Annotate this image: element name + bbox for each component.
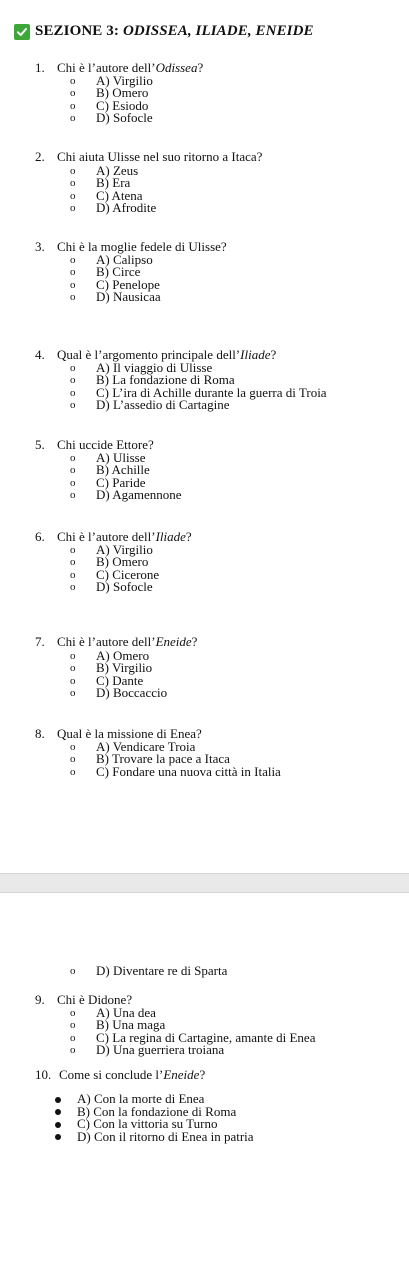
option-bullet: o [70,75,76,87]
option-text: B) Achille [96,462,150,478]
question-6-options [70,544,159,593]
question-text-end: ? [191,634,198,649]
option-text: B) La fondazione di Roma [96,372,235,388]
option-d [70,288,161,304]
section-header [14,23,314,40]
question-title-italic: Eneide [155,634,192,649]
option-bullet: o [70,374,76,387]
option-text: B) Omero [96,85,149,101]
question-text: Chi uccide Ettore? [57,437,154,452]
option-bullet: o [70,99,76,112]
option-text: A) Virgilio [96,542,153,557]
check-mark-icon [14,24,30,40]
option-text: D) Una guerriera troiana [96,1041,225,1057]
question-text-end: ? [197,60,204,75]
option-d [70,396,327,412]
option-text: D) Sofocle [96,578,153,594]
option-d [70,684,168,700]
option-text: C) Paride [96,474,146,490]
option-text: A) Zeus [96,163,139,178]
option-bullet: o [70,650,76,662]
question-title-italic: Iliade [240,347,271,362]
option-text: C) Dante [96,672,144,688]
option-text: B) Era [96,175,131,191]
option-bullet: o [70,765,76,778]
option-text: D) Afrodite [96,199,157,215]
question-10-options [55,1093,254,1143]
option-bullet: o [70,1031,76,1044]
check-mark-icon-svg [16,26,28,38]
document-page-2 [0,893,409,1273]
question-text: Qual è l’argomento principale dell’ [57,347,241,362]
option-bullet: o [70,753,76,766]
option-text: B) Omero [96,554,149,570]
option-text: A) Calipso [96,252,153,267]
option-bullet: o [70,662,76,675]
option-text: C) La regina di Cartagine, amante di Enea [96,1029,316,1045]
option-bullet: o [70,452,76,464]
filled-bullet-icon [55,1109,61,1115]
question-title-italic: Odissea [155,60,198,75]
option-bullet: o [70,1043,76,1056]
option-d [70,199,157,215]
filled-bullet-icon [55,1134,61,1140]
option-text: A) Omero [96,648,150,663]
option-bullet: o [70,278,76,291]
option-text: D) Sofocle [96,109,153,125]
question-text: Chi aiuta Ulisse nel suo ritorno a Itaca? [57,149,263,164]
option-bullet: o [70,201,76,214]
option-text: A) Vendicare Troia [96,739,196,754]
option-bullet: o [70,165,76,177]
option-bullet: o [70,362,76,374]
question-9-options [70,1007,315,1056]
option-text: C) Cicerone [96,566,160,582]
question-number: 10. [35,1067,52,1082]
page-break-divider [0,873,409,893]
question-number: 5. [35,437,45,452]
option-text: B) Virgilio [96,660,153,676]
option-text: A) Una dea [96,1005,156,1020]
question-title-italic: Eneide [163,1067,200,1082]
question-3-options [70,254,161,303]
option-text: C) Fondare una nuova città in Italia [96,763,281,779]
option-text: A) Il viaggio di Ulisse [96,360,213,375]
option-bullet: o [70,568,76,581]
question-2 [35,150,262,164]
question-text-end: ? [199,1067,206,1082]
question-text: Chi è Didone? [57,992,133,1007]
question-number: 9. [35,992,45,1007]
option-bullet: o [70,189,76,202]
section-label: SEZIONE 3: [35,23,119,39]
question-10 [35,1068,205,1082]
question-title-italic: Iliade [155,529,186,544]
option-bullet: o [70,87,76,100]
question-text: Come si conclude l’ [59,1067,164,1082]
option-bullet: o [70,686,76,699]
option-bullet: o [70,488,76,501]
option-d [70,109,153,125]
filled-bullet-icon [55,1122,61,1128]
question-number: 4. [35,347,45,362]
question-text: Chi è la moglie fedele di Ulisse? [57,239,227,254]
section-title: ODISSEA, ILIADE, ENEIDE [122,23,314,39]
option-d [70,486,182,502]
option-d [70,578,159,594]
option-c [70,763,281,779]
question-7 [35,635,197,649]
question-7-options [70,650,167,699]
question-text: Chi è l’autore dell’ [57,60,156,75]
option-text: B) Una maga [96,1017,166,1033]
option-d [55,1128,254,1144]
question-text-end: ? [270,347,277,362]
question-text: Chi è l’autore dell’ [57,529,156,544]
question-number: 7. [35,634,45,649]
question-number: 2. [35,149,45,164]
option-bullet: o [70,177,76,190]
option-text: C) Atena [96,187,143,203]
option-bullet: o [70,111,76,124]
option-d [70,965,227,977]
question-5-options [70,452,182,501]
question-text: Qual è la missione di Enea? [57,726,202,741]
option-text: C) Con la vittoria su Turno [77,1116,218,1132]
option-text: B) Circe [96,264,141,280]
option-bullet: o [70,464,76,477]
question-1-options [70,75,153,124]
option-text: B) Trovare la pace a Itaca [96,751,230,767]
question-number: 8. [35,726,45,741]
option-text: D) Agamennone [96,486,182,502]
option-bullet: o [70,741,76,753]
option-text: C) Esiodo [96,97,149,113]
option-d [70,1041,315,1057]
question-number: 3. [35,239,45,254]
option-bullet: o [70,556,76,569]
question-4-options [70,362,327,411]
option-text: D) Con il ritorno di Enea in patria [77,1128,254,1144]
option-text: C) Penelope [96,276,160,292]
option-bullet: o [70,1007,76,1019]
question-8-options [70,741,281,778]
option-text: D) Diventare re di Sparta [96,963,228,978]
question-number: 6. [35,529,45,544]
option-bullet: o [70,580,76,593]
option-bullet: o [70,476,76,489]
option-bullet: o [70,290,76,303]
question-text: Chi è l’autore dell’ [57,634,156,649]
option-text: D) Nausicaa [96,288,161,304]
option-bullet: o [70,674,76,687]
question-8-options-continued [70,965,227,977]
option-bullet: o [70,266,76,279]
option-bullet: o [70,386,76,399]
option-bullet: o [70,965,76,977]
option-text: A) Virgilio [96,73,153,88]
question-2-options [70,165,156,214]
option-text: D) L’assedio di Cartagine [96,396,230,412]
option-text: A) Ulisse [96,450,146,465]
option-text: A) Con la morte di Enea [77,1091,205,1106]
option-bullet: o [70,544,76,556]
option-text: D) Boccaccio [96,684,168,700]
question-number: 1. [35,60,45,75]
option-text: B) Con la fondazione di Roma [77,1103,237,1119]
option-bullet: o [70,1019,76,1032]
option-bullet: o [70,398,76,411]
option-bullet: o [70,254,76,266]
question-text-end: ? [185,529,192,544]
filled-bullet-icon [55,1097,61,1103]
option-text: C) L’ira di Achille durante la guerra di Troia [96,384,327,400]
